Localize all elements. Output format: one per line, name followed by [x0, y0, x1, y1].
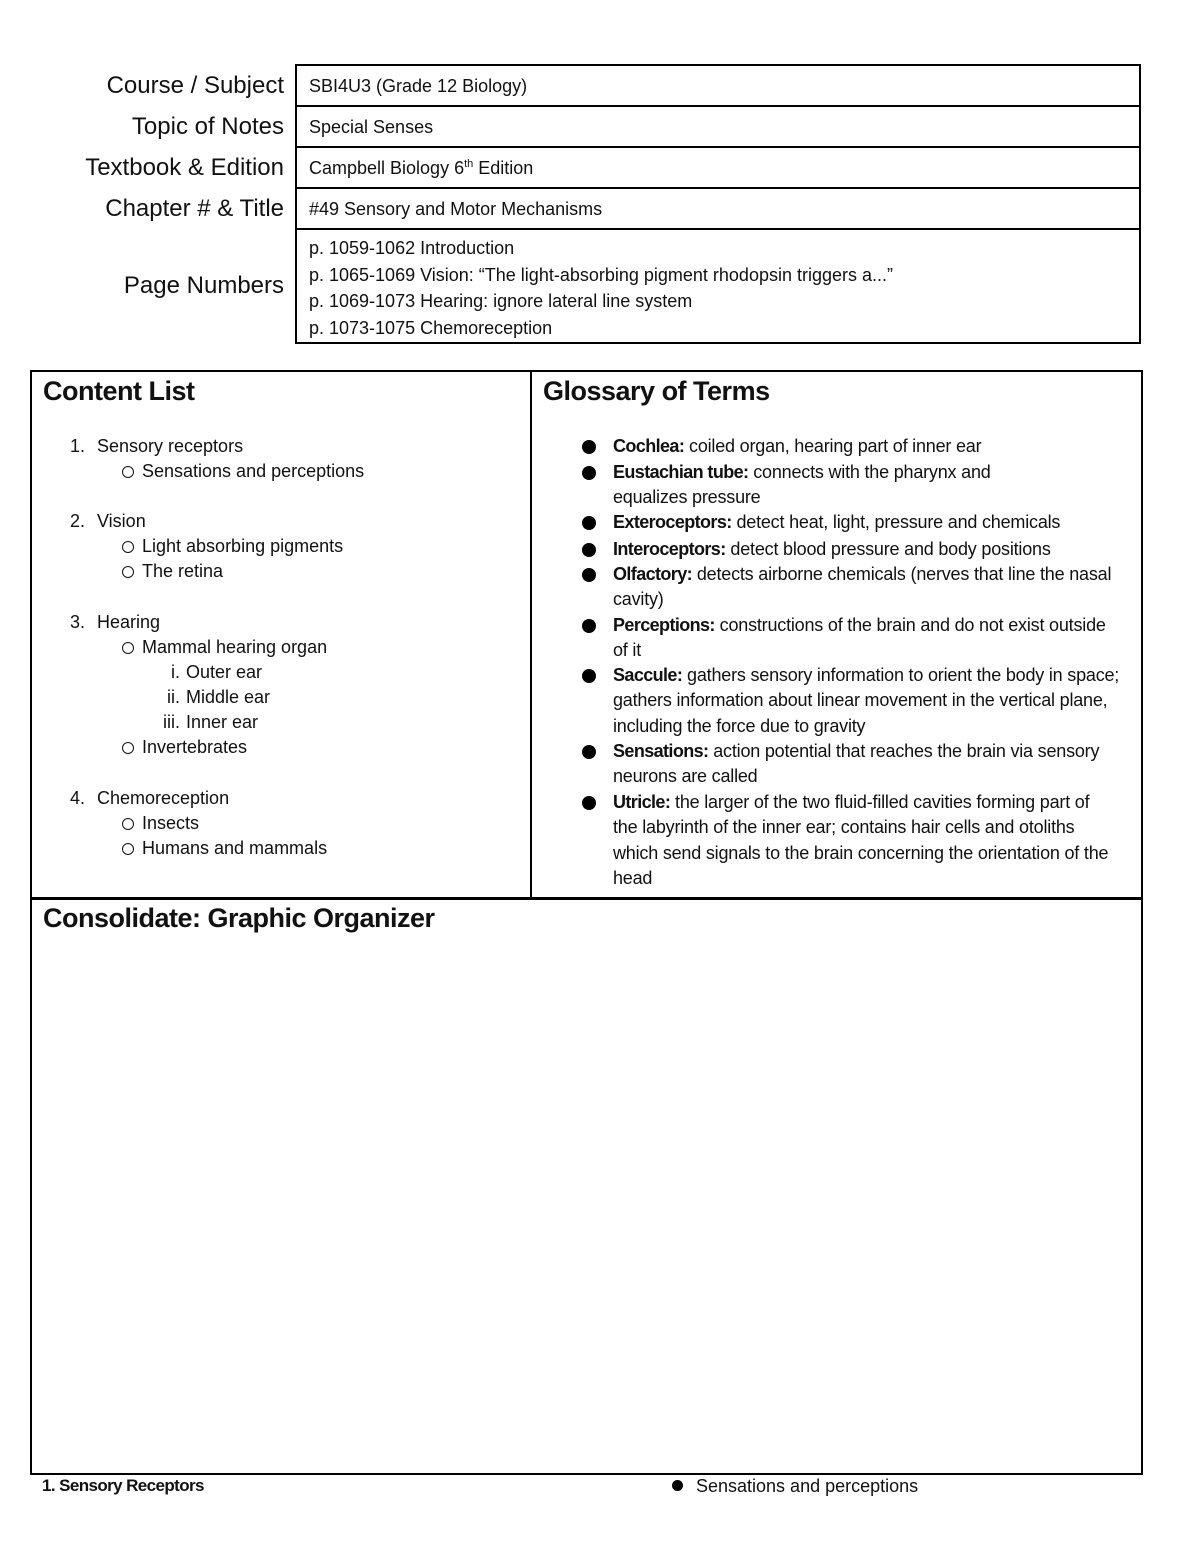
hollow-circle-bullet-icon — [122, 566, 134, 578]
list-subitem: Invertebrates — [122, 735, 247, 760]
content-list-title: Content List — [43, 376, 195, 406]
course-label: Course / Subject — [106, 72, 284, 99]
textbook-field — [295, 146, 1141, 189]
hollow-circle-bullet-icon — [122, 642, 134, 654]
list-subitem: Light absorbing pigments — [122, 534, 343, 559]
glossary-item: Cochlea: coiled organ, hearing part of inner ear — [582, 434, 1137, 459]
glossary-item: Interoceptors: detect blood pressure and body positions — [582, 537, 1137, 562]
list-subitem: Mammal hearing organ — [122, 635, 327, 660]
list-item: 4. Chemoreception — [69, 788, 230, 808]
glossary-item: Utricle: the larger of the two fluid-filled cavities forming part of the labyrinth of the inner ear; contains hair cells and otoliths which send signals to the brain concerning the orientation of the head — [582, 790, 1137, 891]
consolidate-panel — [30, 897, 1143, 1475]
pages-label: Page Numbers — [123, 272, 284, 299]
consolidate-title: Consolidate: Graphic Organizer — [43, 903, 435, 933]
glossary-item: Exteroceptors: detect heat, light, pressure and chemicals — [582, 510, 1137, 535]
textbook-label: Textbook & Edition — [85, 154, 284, 181]
list-item: 3. Hearing — [69, 612, 161, 632]
footer-bullet-item: Sensations and perceptions — [672, 1476, 918, 1497]
list-subitem: Insects — [122, 811, 199, 836]
filled-circle-bullet-icon — [582, 796, 596, 810]
glossary-title: Glossary of Terms — [543, 376, 770, 406]
pages-field — [295, 228, 1141, 344]
hollow-circle-bullet-icon — [122, 818, 134, 830]
list-item: 1. Sensory receptors — [69, 436, 244, 456]
list-subitem: The retina — [122, 559, 223, 584]
filled-circle-bullet-icon — [582, 568, 596, 582]
page-range-line: p. 1059-1062 Introduction — [309, 238, 515, 258]
course-value: SBI4U3 (Grade 12 Biology) — [309, 75, 528, 96]
glossary-item: Sensations: action potential that reaches the brain via sensory neurons are called — [582, 739, 1137, 790]
hollow-circle-bullet-icon — [122, 742, 134, 754]
filled-circle-bullet-icon — [582, 745, 596, 759]
hollow-circle-bullet-icon — [122, 541, 134, 553]
filled-circle-bullet-icon — [582, 516, 596, 530]
glossary-item: Eustachian tube: connects with the pharynx and equalizes pressure — [582, 460, 1137, 511]
chapter-value: #49 Sensory and Motor Mechanisms — [309, 198, 603, 219]
filled-circle-bullet-icon — [582, 543, 596, 557]
filled-circle-bullet-icon — [582, 466, 596, 480]
course-field — [295, 64, 1141, 107]
footer-section-heading: 1. Sensory Receptors — [42, 1476, 204, 1495]
list-subitem: Humans and mammals — [122, 836, 327, 861]
chapter-label: Chapter # & Title — [105, 195, 284, 222]
filled-circle-bullet-icon — [672, 1480, 683, 1491]
topic-label: Topic of Notes — [131, 113, 284, 140]
filled-circle-bullet-icon — [582, 440, 596, 454]
hollow-circle-bullet-icon — [122, 843, 134, 855]
textbook-value: Campbell Biology 6th Edition — [309, 157, 534, 178]
page-range-line: p. 1065-1069 Vision: “The light-absorbing pigment rhodopsin triggers a...” — [309, 264, 894, 285]
list-roman-item: iii. Inner ear — [163, 712, 259, 732]
list-roman-item: ii. Middle ear — [167, 687, 271, 707]
topic-value: Special Senses — [309, 116, 434, 137]
list-item: 2. Vision — [69, 511, 146, 531]
textbook-edition-superscript: th — [464, 157, 474, 170]
hollow-circle-bullet-icon — [122, 466, 134, 478]
filled-circle-bullet-icon — [582, 619, 596, 633]
page-range-line: p. 1069-1073 Hearing: ignore lateral line system — [309, 291, 693, 311]
glossary-item: Olfactory: detects airborne chemicals (nerves that line the nasal cavity) — [582, 562, 1137, 613]
glossary-item: Perceptions: constructions of the brain and do not exist outside of it — [582, 613, 1137, 664]
filled-circle-bullet-icon — [582, 669, 596, 683]
list-subitem: Sensations and perceptions — [122, 459, 364, 484]
topic-field — [295, 105, 1141, 148]
glossary-item: Saccule: gathers sensory information to orient the body in space; gathers information about linear movement in the vertical plane, including the force due to gravity — [582, 663, 1137, 739]
chapter-field — [295, 187, 1141, 230]
page-range-line: p. 1073-1075 Chemoreception — [309, 317, 553, 338]
list-roman-item: i. Outer ear — [171, 662, 263, 682]
